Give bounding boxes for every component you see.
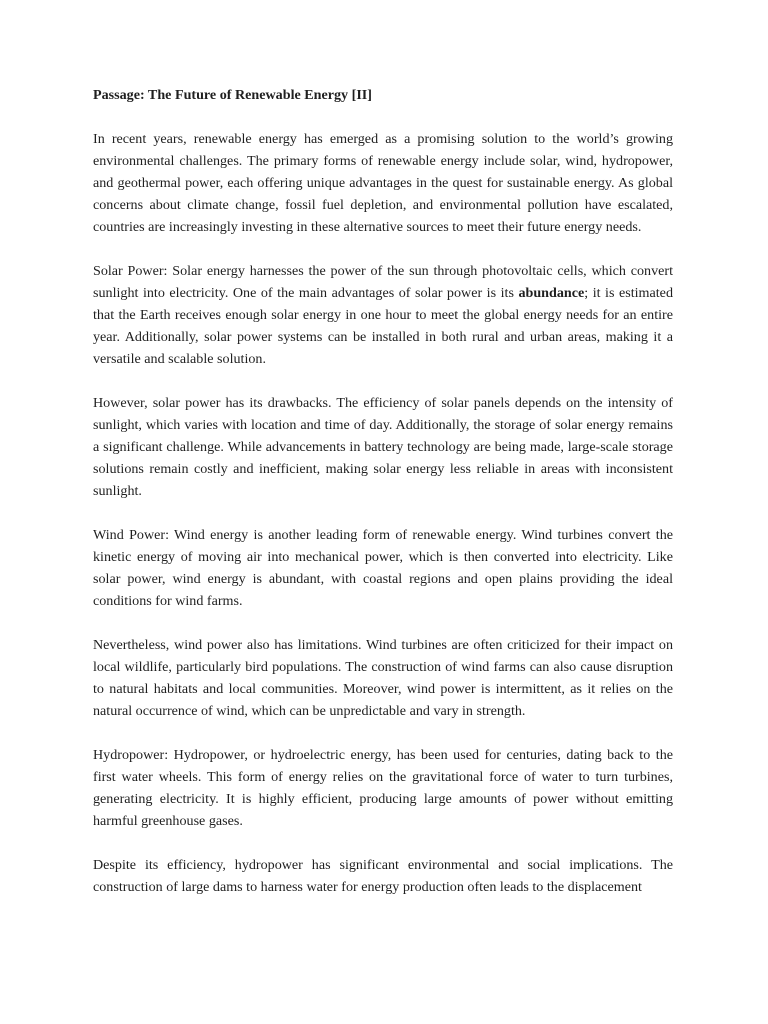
paragraph-wind-power: Wind Power: Wind energy is another leading form of renewable energy. Wind turbines convert the kinetic energy of moving air into mechanical power, which is then converted into electricity. Like solar power, wind energy is abundant, with coastal regions and open plains providing the ideal conditions for wind farms. <box>93 527 673 609</box>
paragraph-hydropower: Hydropower: Hydropower, or hydroelectric energy, has been used for centuries, dating back to the first water wheels. This form of energy relies on the gravitational force of water to turn turbines, generating electricity. It is highly efficient, producing large amounts of power without emitting harmful greenhouse gases. <box>93 747 673 829</box>
passage-title: Passage: The Future of Renewable Energy [II] <box>93 87 372 103</box>
paragraph-solar-power <box>93 260 673 370</box>
paragraph-wind-limitations: Nevertheless, wind power also has limitations. Wind turbines are often criticized for their impact on local wildlife, particularly bird populations. The construction of wind farms can also cause disruption to natural habitats and local communities. Moreover, wind power is intermittent, as it relies on the natural occurrence of wind, which can be unpredictable and vary in strength. <box>93 637 673 719</box>
paragraph-hydropower-implications: Despite its efficiency, hydropower has significant environmental and social implications. The construction of large dams to harness water for energy production often leads to the displacement <box>93 857 673 895</box>
document-page <box>93 84 673 898</box>
paragraph-intro: In recent years, renewable energy has emerged as a promising solution to the world’s growing environmental challenges. The primary forms of renewable energy include solar, wind, hydropower, and geothermal power, each offering unique advantages in the quest for sustainable energy. As global concerns about climate change, fossil fuel depletion, and environmental pollution have escalated, countries are increasingly investing in these alternative sources to meet their future energy needs. <box>93 131 673 235</box>
paragraph-solar-drawbacks: However, solar power has its drawbacks. The efficiency of solar panels depends on the intensity of sunlight, which varies with location and time of day. Additionally, the storage of solar energy remains a significant challenge. While advancements in battery technology are being made, large-scale storage solutions remain costly and inefficient, making solar energy less reliable in areas with inconsistent sunlight. <box>93 395 673 499</box>
solar-text-after: ; it is estimated that the Earth receives enough solar energy in one hour to meet the global energy needs for an entire year. Additionally, solar power systems can be installed in both rural and urban areas, making it a versatile and scalable solution. <box>93 285 673 367</box>
solar-text-before: Solar Power: Solar energy harnesses the power of the sun through photovoltaic cells, which convert sunlight into electricity. One of the main advantages of solar power is its <box>93 263 673 301</box>
solar-bold-term: abundance <box>518 285 585 301</box>
